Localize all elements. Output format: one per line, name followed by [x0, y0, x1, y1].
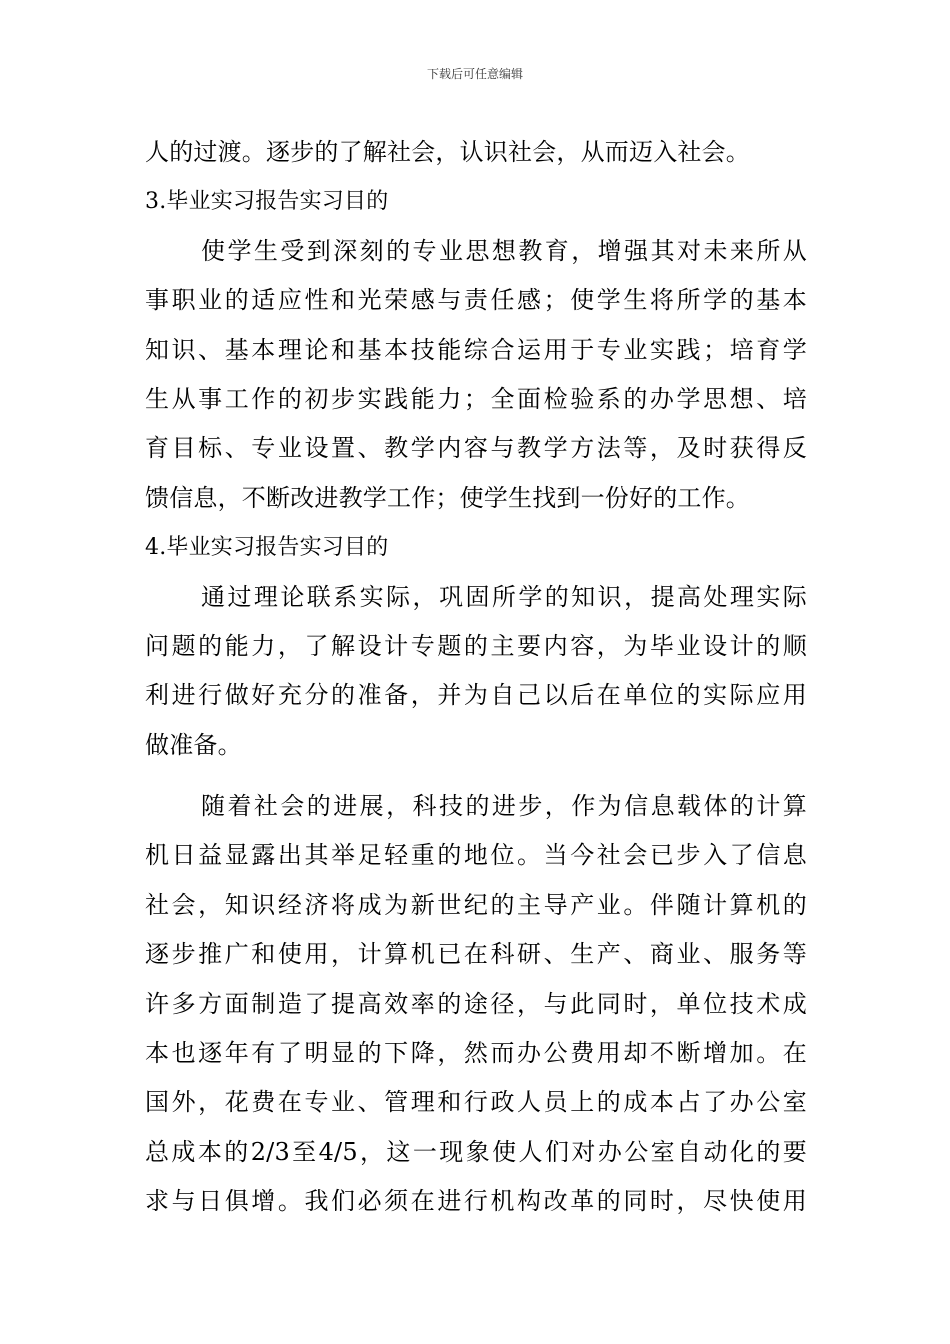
text-line: 生从事工作的初步实践能力；全面检验系的办学思想、培 [145, 384, 807, 413]
text-line: 使学生受到深刻的专业思想教育，增强其对未来所从 [201, 236, 807, 265]
paragraph-gap [145, 770, 807, 782]
text-line: 馈信息，不断改进教学工作；使学生找到一份好的工作。 [145, 483, 750, 512]
text-line: 许多方面制造了提高效率的途径，与此同时，单位技术成 [145, 989, 807, 1018]
document-body [145, 128, 807, 1227]
text-line: 国外，花费在专业、管理和行政人员上的成本占了办公室 [145, 1088, 807, 1117]
text-line: 逐步推广和使用，计算机已在科研、生产、商业、服务等 [145, 940, 807, 969]
text-line: 问题的能力，了解设计专题的主要内容，为毕业设计的顺 [145, 631, 807, 660]
text-line: 本也逐年有了明显的下降，然而办公费用却不断增加。在 [145, 1039, 807, 1068]
text-line: 人的过渡。逐步的了解社会，认识社会，从而迈入社会。 [145, 138, 750, 166]
text-line: 社会，知识经济将成为新世纪的主导产业。伴随计算机的 [145, 890, 807, 919]
text-line: 总成本的2/3至4/5，这一现象使人们对办公室自动化的要 [145, 1137, 807, 1166]
text-line: 育目标、专业设置、教学内容与教学方法等，及时获得反 [145, 434, 807, 463]
text-line: 利进行做好充分的准备，并为自己以后在单位的实际应用 [145, 681, 807, 710]
text-line: 知识、基本理论和基本技能综合运用于专业实践；培育学 [145, 335, 807, 364]
text-line: 事职业的适应性和光荣感与责任感；使学生将所学的基本 [145, 286, 807, 315]
page-header: 下载后可任意编辑 [426, 67, 523, 81]
section-heading-4: 4.毕业实习报告实习目的 [145, 535, 389, 561]
paragraph-section-4 [145, 573, 807, 771]
text-line: 随着社会的进展，科技的进步，作为信息载体的计算 [201, 792, 807, 821]
text-line: 通过理论联系实际，巩固所学的知识，提高处理实际 [201, 582, 807, 611]
text-line: 机日益显露出其举足轻重的地位。当今社会已步入了信息 [145, 841, 807, 870]
section-heading-3: 3.毕业实习报告实习目的 [145, 189, 389, 215]
paragraph-section-3 [145, 227, 807, 523]
paragraph-body [145, 782, 807, 1227]
text-line: 做准备。 [145, 730, 242, 759]
paragraph-continued [145, 128, 807, 177]
text-line: 求与日俱增。我们必须在进行机构改革的同时，尽快使用 [145, 1187, 807, 1216]
